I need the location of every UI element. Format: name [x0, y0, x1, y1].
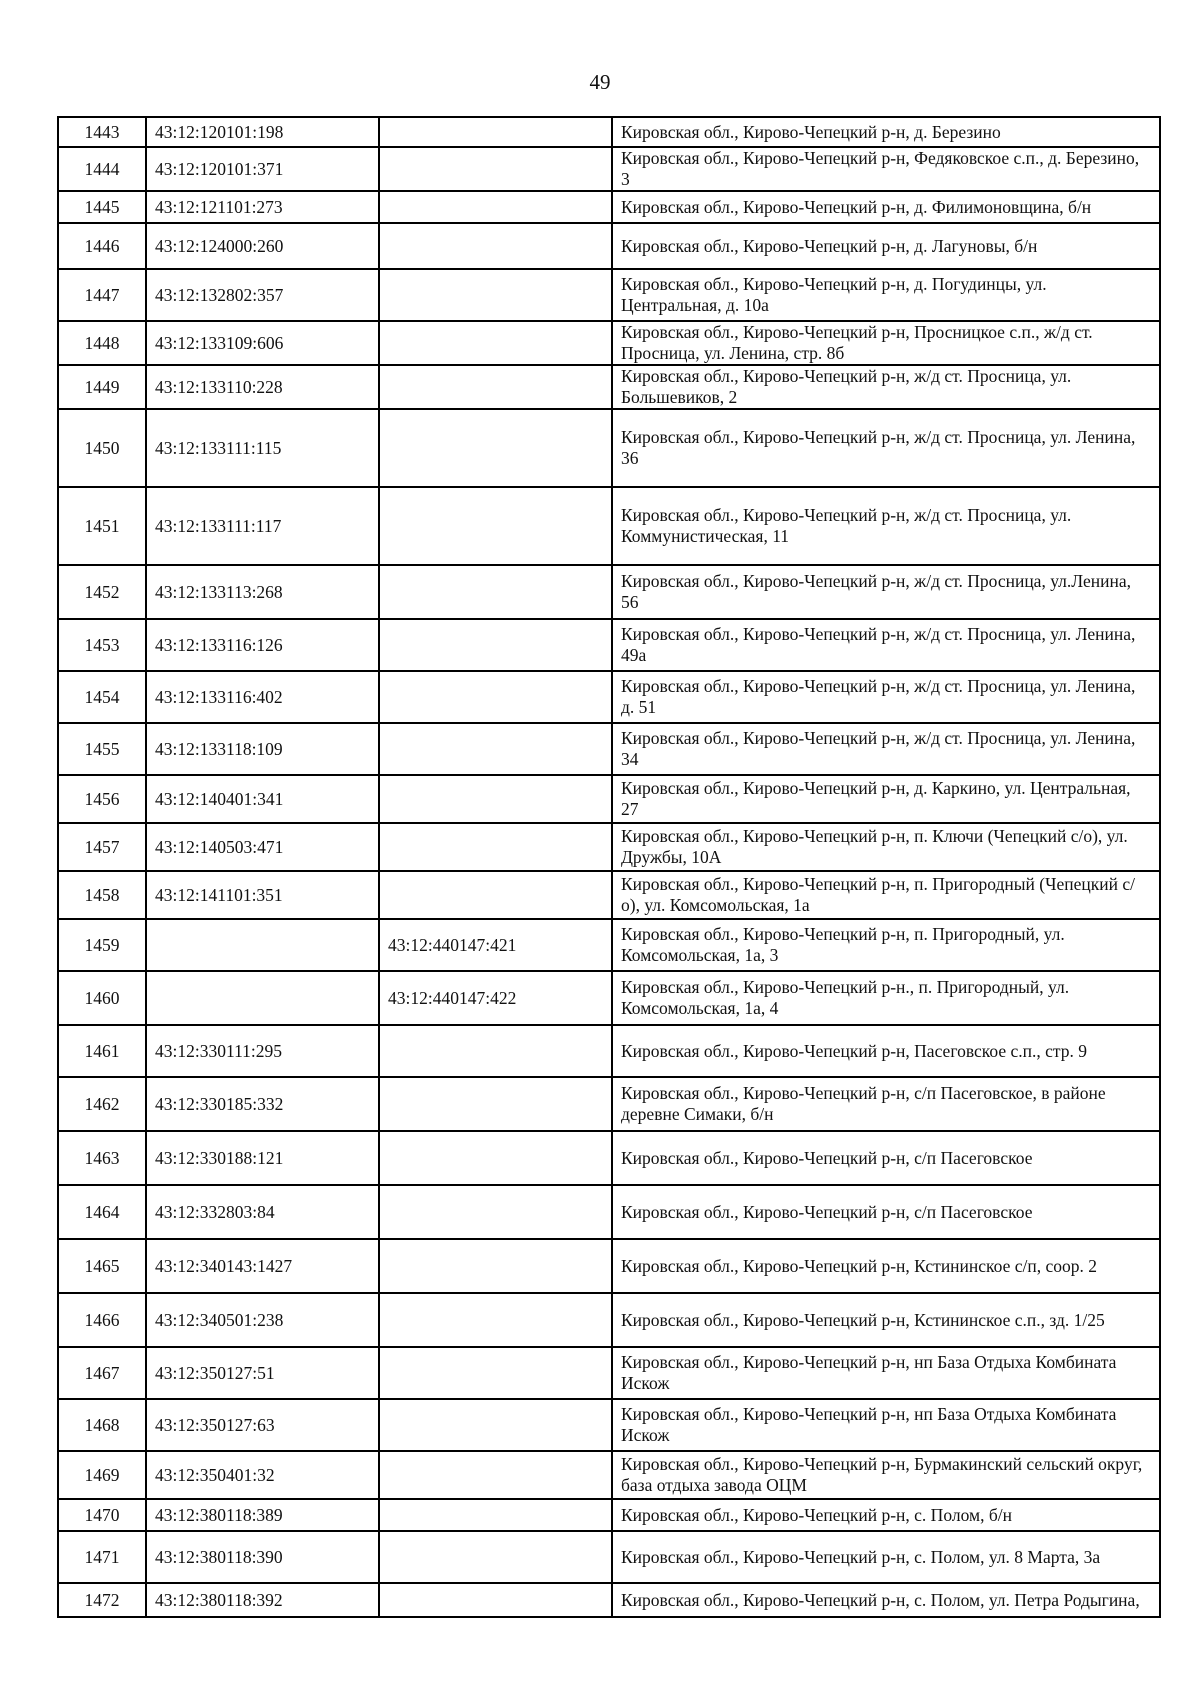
table-row	[58, 269, 1160, 321]
row-number-cell: 1464	[58, 1185, 146, 1239]
related-cadastral-number-cell	[379, 1077, 612, 1131]
address-cell: Кировская обл., Кирово-Чепецкий р-н, с/п Пасеговское, в районе деревне Симаки, б/н	[612, 1077, 1160, 1131]
row-number-cell: 1454	[58, 671, 146, 723]
cadastral-number-cell: 43:12:133116:126	[146, 619, 379, 671]
related-cadastral-number-cell	[379, 565, 612, 619]
table-row	[58, 1499, 1160, 1531]
cadastral-number-cell: 43:12:330188:121	[146, 1131, 379, 1185]
related-cadastral-number-cell	[379, 487, 612, 565]
table-row	[58, 671, 1160, 723]
cadastral-number-cell: 43:12:124000:260	[146, 223, 379, 269]
related-cadastral-number-cell	[379, 723, 612, 775]
table-row	[58, 1531, 1160, 1583]
table-row	[58, 565, 1160, 619]
address-cell: Кировская обл., Кирово-Чепецкий р-н, п. Ключи (Чепецкий с/о), ул. Дружбы, 10А	[612, 823, 1160, 871]
row-number-cell: 1449	[58, 365, 146, 409]
table-row	[58, 1399, 1160, 1451]
address-cell: Кировская обл., Кирово-Чепецкий р-н, Бурмакинский сельский округ, база отдыха завода ОЦМ	[612, 1451, 1160, 1499]
cadastral-number-cell: 43:12:330111:295	[146, 1025, 379, 1077]
address-cell: Кировская обл., Кирово-Чепецкий р-н, ж/д ст. Просница, ул. Ленина, д. 51	[612, 671, 1160, 723]
cadastral-number-cell: 43:12:133118:109	[146, 723, 379, 775]
address-cell: Кировская обл., Кирово-Чепецкий р-н., п. Пригородный, ул. Комсомольская, 1а, 4	[612, 971, 1160, 1025]
cadastral-number-cell: 43:12:332803:84	[146, 1185, 379, 1239]
row-number-cell: 1466	[58, 1293, 146, 1347]
address-cell: Кировская обл., Кирово-Чепецкий р-н, нп База Отдыха Комбината Искож	[612, 1347, 1160, 1399]
table-row	[58, 1185, 1160, 1239]
table-row	[58, 365, 1160, 409]
related-cadastral-number-cell	[379, 321, 612, 365]
cadastral-number-cell: 43:12:133110:228	[146, 365, 379, 409]
address-cell: Кировская обл., Кирово-Чепецкий р-н, д. Березино	[612, 117, 1160, 147]
address-cell: Кировская обл., Кирово-Чепецкий р-н, ж/д ст. Просница, ул. Ленина, 49а	[612, 619, 1160, 671]
row-number-cell: 1460	[58, 971, 146, 1025]
address-cell: Кировская обл., Кирово-Чепецкий р-н, с/п Пасеговское	[612, 1185, 1160, 1239]
address-cell: Кировская обл., Кирово-Чепецкий р-н, д. Каркино, ул. Центральная, 27	[612, 775, 1160, 823]
related-cadastral-number-cell: 43:12:440147:421	[379, 919, 612, 971]
address-cell: Кировская обл., Кирово-Чепецкий р-н, с. Полом, ул. Петра Родыгина,	[612, 1583, 1160, 1617]
table-row	[58, 775, 1160, 823]
related-cadastral-number-cell	[379, 775, 612, 823]
table-row	[58, 1025, 1160, 1077]
table-row	[58, 723, 1160, 775]
row-number-cell: 1443	[58, 117, 146, 147]
related-cadastral-number-cell	[379, 1583, 612, 1617]
row-number-cell: 1470	[58, 1499, 146, 1531]
cadastral-number-cell: 43:12:133111:117	[146, 487, 379, 565]
related-cadastral-number-cell	[379, 1531, 612, 1583]
cadastral-number-cell: 43:12:350401:32	[146, 1451, 379, 1499]
related-cadastral-number-cell	[379, 1451, 612, 1499]
table-row	[58, 223, 1160, 269]
related-cadastral-number-cell	[379, 871, 612, 919]
address-cell: Кировская обл., Кирово-Чепецкий р-н, нп База Отдыха Комбината Искож	[612, 1399, 1160, 1451]
cadastral-number-cell: 43:12:380118:389	[146, 1499, 379, 1531]
related-cadastral-number-cell	[379, 1499, 612, 1531]
row-number-cell: 1458	[58, 871, 146, 919]
page-number: 49	[589, 70, 611, 94]
related-cadastral-number-cell	[379, 1293, 612, 1347]
address-cell: Кировская обл., Кирово-Чепецкий р-н, Пасеговское с.п., стр. 9	[612, 1025, 1160, 1077]
table-row	[58, 1131, 1160, 1185]
table-row	[58, 823, 1160, 871]
table-row	[58, 409, 1160, 487]
table-row	[58, 971, 1160, 1025]
related-cadastral-number-cell	[379, 1399, 612, 1451]
address-cell: Кировская обл., Кирово-Чепецкий р-н, ж/д ст. Просница, ул. Ленина, 34	[612, 723, 1160, 775]
row-number-cell: 1462	[58, 1077, 146, 1131]
table-row	[58, 1451, 1160, 1499]
cadastral-number-cell	[146, 919, 379, 971]
address-cell: Кировская обл., Кирово-Чепецкий р-н, с. Полом, ул. 8 Марта, 3а	[612, 1531, 1160, 1583]
address-cell: Кировская обл., Кирово-Чепецкий р-н, д. Лагуновы, б/н	[612, 223, 1160, 269]
cadastral-number-cell: 43:12:133109:606	[146, 321, 379, 365]
table-row	[58, 117, 1160, 147]
cadastral-number-cell: 43:12:380118:390	[146, 1531, 379, 1583]
table-row	[58, 619, 1160, 671]
address-cell: Кировская обл., Кирово-Чепецкий р-н, д. Филимоновщина, б/н	[612, 191, 1160, 223]
cadastral-number-cell: 43:12:120101:371	[146, 147, 379, 191]
address-cell: Кировская обл., Кирово-Чепецкий р-н, ж/д ст. Просница, ул. Коммунистическая, 11	[612, 487, 1160, 565]
row-number-cell: 1444	[58, 147, 146, 191]
cadastral-number-cell: 43:12:133116:402	[146, 671, 379, 723]
cadastral-number-cell	[146, 971, 379, 1025]
cadastral-number-cell: 43:12:340501:238	[146, 1293, 379, 1347]
address-cell: Кировская обл., Кирово-Чепецкий р-н, Кстининское с.п., зд. 1/25	[612, 1293, 1160, 1347]
address-cell: Кировская обл., Кирово-Чепецкий р-н, с. Полом, б/н	[612, 1499, 1160, 1531]
address-cell: Кировская обл., Кирово-Чепецкий р-н, ж/д ст. Просница, ул. Большевиков, 2	[612, 365, 1160, 409]
row-number-cell: 1446	[58, 223, 146, 269]
table-row	[58, 191, 1160, 223]
table-row	[58, 321, 1160, 365]
cadastral-number-cell: 43:12:350127:63	[146, 1399, 379, 1451]
related-cadastral-number-cell	[379, 223, 612, 269]
related-cadastral-number-cell	[379, 823, 612, 871]
row-number-cell: 1468	[58, 1399, 146, 1451]
row-number-cell: 1450	[58, 409, 146, 487]
related-cadastral-number-cell	[379, 117, 612, 147]
row-number-cell: 1469	[58, 1451, 146, 1499]
cadastral-number-cell: 43:12:350127:51	[146, 1347, 379, 1399]
address-cell: Кировская обл., Кирово-Чепецкий р-н, Просницкое с.п., ж/д ст. Просница, ул. Ленина, стр. 8б	[612, 321, 1160, 365]
row-number-cell: 1447	[58, 269, 146, 321]
cadastral-number-cell: 43:12:140503:471	[146, 823, 379, 871]
row-number-cell: 1463	[58, 1131, 146, 1185]
row-number-cell: 1453	[58, 619, 146, 671]
table-row	[58, 871, 1160, 919]
address-cell: Кировская обл., Кирово-Чепецкий р-н, п. Пригородный, ул. Комсомольская, 1а, 3	[612, 919, 1160, 971]
cadastral-number-cell: 43:12:121101:273	[146, 191, 379, 223]
address-cell: Кировская обл., Кирово-Чепецкий р-н, п. Пригородный (Чепецкий с/о), ул. Комсомольская, 1а	[612, 871, 1160, 919]
row-number-cell: 1461	[58, 1025, 146, 1077]
related-cadastral-number-cell	[379, 191, 612, 223]
registry-table-body	[58, 117, 1160, 1617]
address-cell: Кировская обл., Кирово-Чепецкий р-н, Федяковское с.п., д. Березино, 3	[612, 147, 1160, 191]
address-cell: Кировская обл., Кирово-Чепецкий р-н, ж/д ст. Просница, ул. Ленина, 36	[612, 409, 1160, 487]
related-cadastral-number-cell: 43:12:440147:422	[379, 971, 612, 1025]
row-number-cell: 1459	[58, 919, 146, 971]
table-row	[58, 487, 1160, 565]
related-cadastral-number-cell	[379, 1347, 612, 1399]
table-row	[58, 1239, 1160, 1293]
row-number-cell: 1455	[58, 723, 146, 775]
related-cadastral-number-cell	[379, 365, 612, 409]
table-row	[58, 1347, 1160, 1399]
related-cadastral-number-cell	[379, 671, 612, 723]
cadastral-number-cell: 43:12:133113:268	[146, 565, 379, 619]
cadastral-number-cell: 43:12:141101:351	[146, 871, 379, 919]
table-row	[58, 147, 1160, 191]
related-cadastral-number-cell	[379, 619, 612, 671]
registry-table	[57, 116, 1161, 1618]
related-cadastral-number-cell	[379, 1025, 612, 1077]
cadastral-number-cell: 43:12:330185:332	[146, 1077, 379, 1131]
address-cell: Кировская обл., Кирово-Чепецкий р-н, Кстининское с/п, соор. 2	[612, 1239, 1160, 1293]
row-number-cell: 1465	[58, 1239, 146, 1293]
cadastral-number-cell: 43:12:340143:1427	[146, 1239, 379, 1293]
row-number-cell: 1448	[58, 321, 146, 365]
cadastral-number-cell: 43:12:133111:115	[146, 409, 379, 487]
related-cadastral-number-cell	[379, 1131, 612, 1185]
row-number-cell: 1456	[58, 775, 146, 823]
cadastral-number-cell: 43:12:140401:341	[146, 775, 379, 823]
row-number-cell: 1451	[58, 487, 146, 565]
address-cell: Кировская обл., Кирово-Чепецкий р-н, д. Погудинцы, ул. Центральная, д. 10а	[612, 269, 1160, 321]
row-number-cell: 1472	[58, 1583, 146, 1617]
address-cell: Кировская обл., Кирово-Чепецкий р-н, ж/д ст. Просница, ул.Ленина, 56	[612, 565, 1160, 619]
related-cadastral-number-cell	[379, 1185, 612, 1239]
row-number-cell: 1452	[58, 565, 146, 619]
related-cadastral-number-cell	[379, 409, 612, 487]
related-cadastral-number-cell	[379, 269, 612, 321]
row-number-cell: 1445	[58, 191, 146, 223]
address-cell: Кировская обл., Кирово-Чепецкий р-н, с/п Пасеговское	[612, 1131, 1160, 1185]
related-cadastral-number-cell	[379, 147, 612, 191]
row-number-cell: 1471	[58, 1531, 146, 1583]
row-number-cell: 1467	[58, 1347, 146, 1399]
table-row	[58, 1583, 1160, 1617]
cadastral-number-cell: 43:12:120101:198	[146, 117, 379, 147]
cadastral-number-cell: 43:12:132802:357	[146, 269, 379, 321]
cadastral-number-cell: 43:12:380118:392	[146, 1583, 379, 1617]
related-cadastral-number-cell	[379, 1239, 612, 1293]
row-number-cell: 1457	[58, 823, 146, 871]
table-row	[58, 1077, 1160, 1131]
table-row	[58, 1293, 1160, 1347]
table-row	[58, 919, 1160, 971]
